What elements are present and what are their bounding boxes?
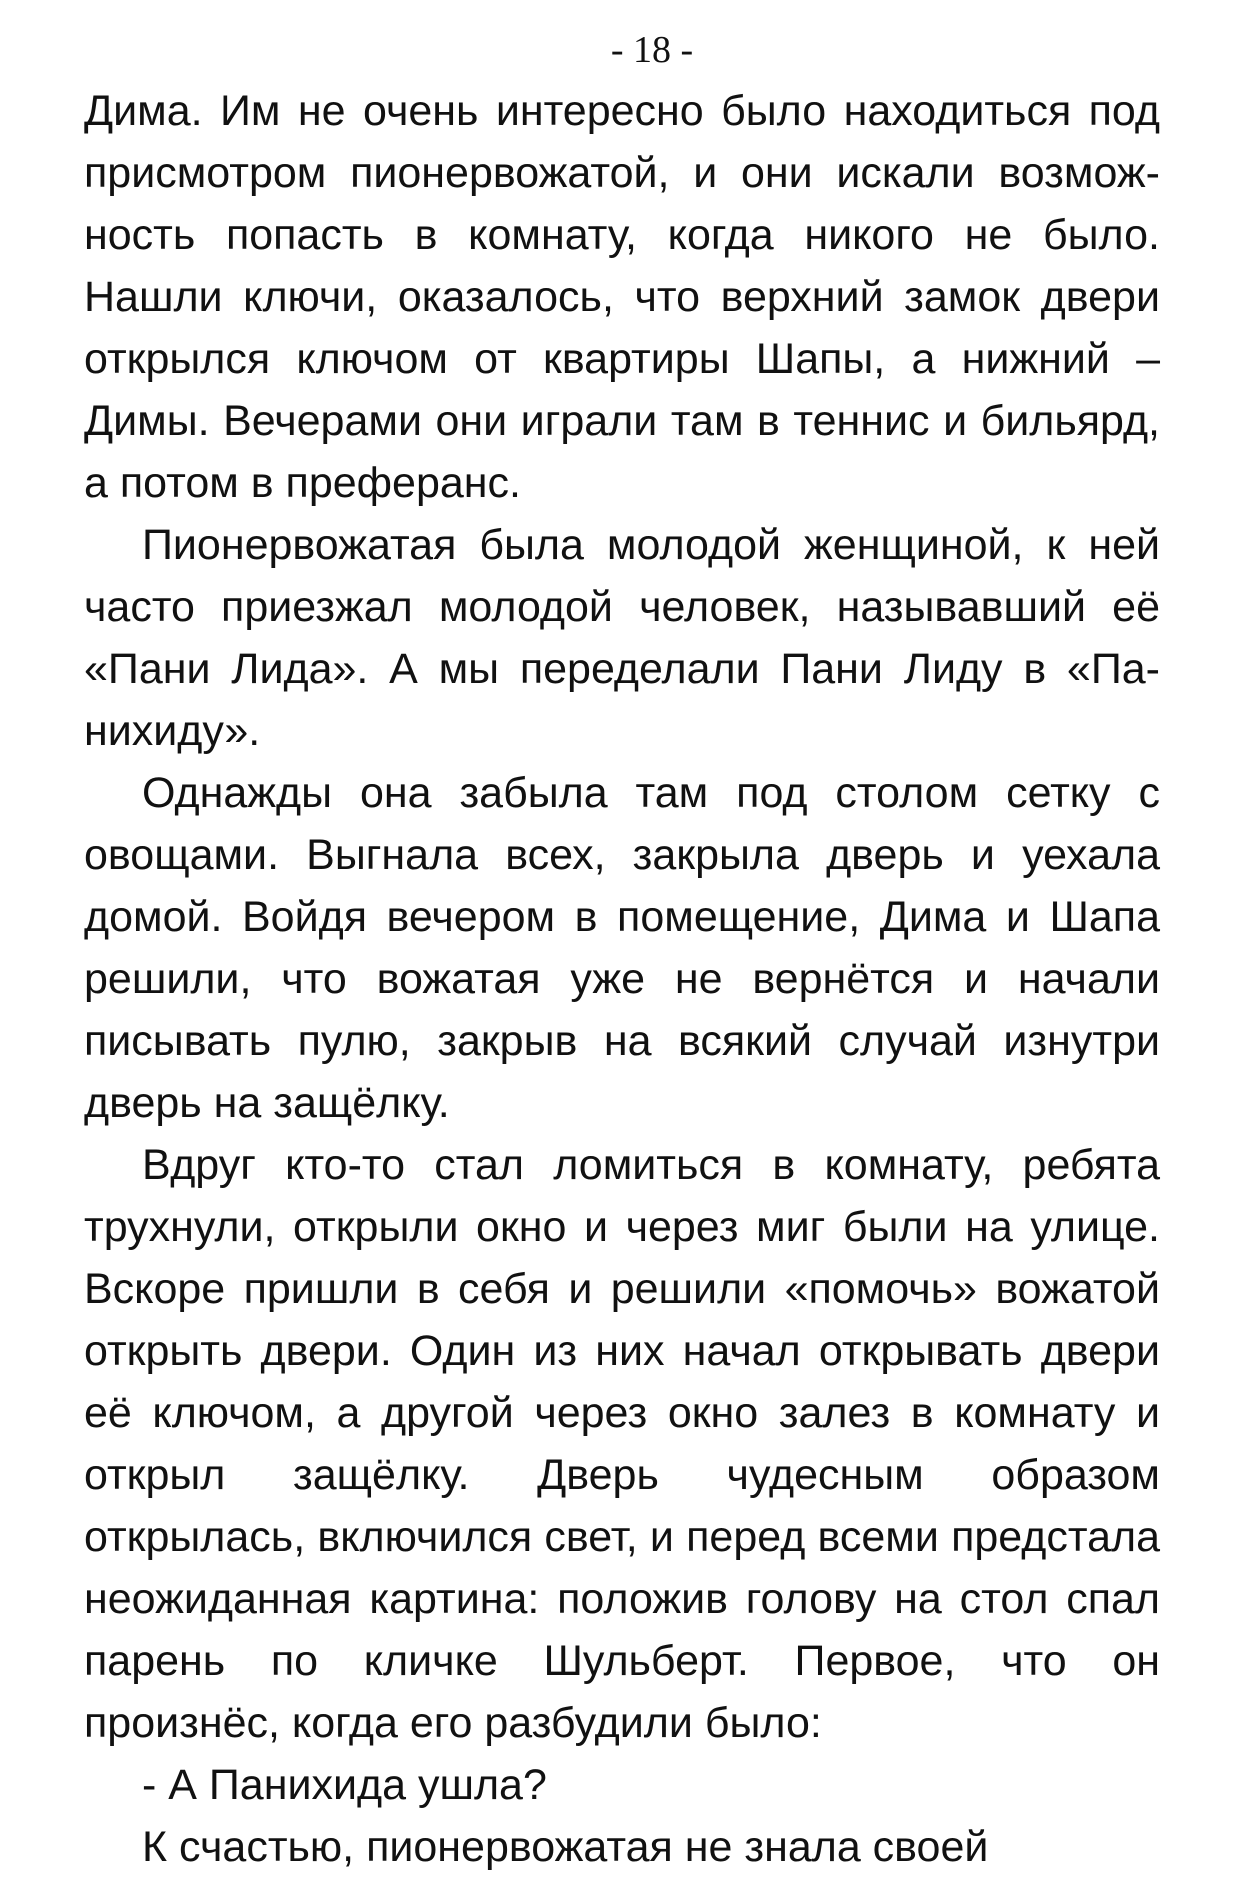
- paragraph: К счастью, пионервожатая не знала своей: [142, 1823, 989, 1871]
- document-page: [84, 22, 1160, 1878]
- paragraph: Однажды она забыла там под столом сетку с овощами. Выгнала всех, закрыла дверь и уехала домой. Войдя вечером в помещение, Дима и Шапа решили, что вожатая уже не вернётся и начали писывать пулю, закрыв на всякий случай изнутри дверь на защёлку.: [84, 769, 1160, 1127]
- paragraph: Вдруг кто-то стал ломиться в комнату, ребята трухнули, открыли окно и через миг были на улице. Вскоре пришли в себя и решили «помочь» вожатой открыть двери. Один из них начал открывать двери её ключом, а другой через окно залез в комнату и открыл защёлку. Дверь чудесным образом открылась, включился свет, и перед всеми предстала неожиданная картина: положив голову на стол спал парень по кличке Шульберт. Первое, что он произнёс, когда его разбудили было:: [84, 1141, 1160, 1747]
- page-number: - 18 -: [610, 29, 694, 71]
- dialogue-line: - А Панихида ушла?: [142, 1761, 547, 1809]
- paragraph-continuation: Дима. Им не очень интересно было находиться под присмотром пионервожатой, и они искали возможность попасть в комнату, когда никого не было. Нашли ключи, оказалось, что верхний замок двери открылся ключом от квартиры Шапы, а нижний – Димы. Вечерами они играли там в теннис и бильярд, а потом в преферанс.: [84, 87, 1160, 507]
- paragraph: Пионервожатая была молодой женщиной, к ней часто приезжал молодой человек, называвший её «Пани Лида». А мы переделали Пани Лиду в «Панихиду».: [84, 521, 1160, 755]
